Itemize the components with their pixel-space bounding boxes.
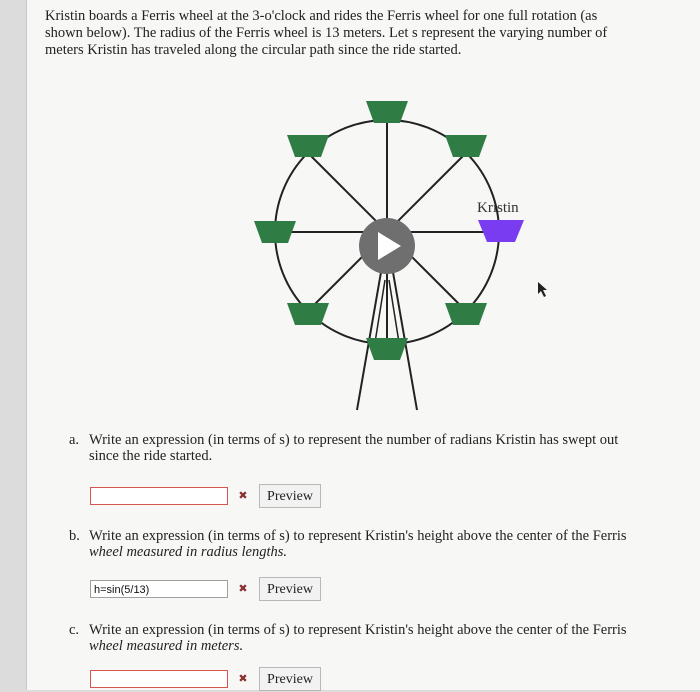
car-lower-right (445, 303, 487, 325)
question-c-line-2 (89, 638, 669, 654)
incorrect-icon: ✖ (238, 582, 248, 595)
support-leg-left (357, 255, 384, 410)
car-bottom (366, 338, 408, 360)
support-leg-right (390, 255, 417, 410)
question-b-line-2-text: wheel measured in radius lengths. (89, 544, 288, 560)
question-card (26, 0, 700, 690)
question-a-line-2: since the ride started. (89, 448, 213, 464)
intro-line-2: shown below). The radius of the Ferris wheel is 13 meters. Let s represent the varying number of (45, 25, 608, 41)
question-b-letter: b. (69, 528, 80, 544)
answer-b-input[interactable]: h=sin(5/13) (90, 580, 228, 598)
question-c (69, 622, 669, 654)
question-a-line-1: Write an expression (in terms of s) to represent the number of radians Kristin has swept out (89, 432, 619, 448)
question-c-letter: c. (69, 622, 80, 638)
preview-c-button[interactable]: Preview (259, 667, 321, 691)
answer-a-input[interactable] (90, 487, 228, 505)
question-b-line-2 (89, 544, 669, 560)
problem-statement (45, 8, 685, 59)
rider-label: Kristin (477, 200, 519, 216)
ferris-wheel-figure (227, 95, 547, 415)
car-lower-left (287, 303, 329, 325)
car-left (254, 221, 296, 243)
intro-line-1: Kristin boards a Ferris wheel at the 3-o'clock and rides the Ferris wheel for one full rotation (as (45, 8, 598, 24)
car-upper-left (287, 135, 329, 157)
intro-line-3: meters Kristin has traveled along the circular path since the ride started. (45, 42, 462, 58)
question-b-line-1: Write an expression (in terms of s) to represent Kristin's height above the center of the Ferris (89, 528, 627, 544)
car-top (366, 101, 408, 123)
question-c-line-1: Write an expression (in terms of s) to represent Kristin's height above the center of the Ferris (89, 622, 627, 638)
kristin-car (478, 220, 524, 242)
preview-a-button[interactable]: Preview (259, 484, 321, 508)
mouse-cursor-icon (538, 282, 547, 297)
question-c-line-2-text: wheel measured in meters. (89, 638, 244, 654)
incorrect-icon: ✖ (238, 672, 248, 685)
question-a-letter: a. (69, 432, 80, 448)
preview-b-button[interactable]: Preview (259, 577, 321, 601)
car-upper-right (445, 135, 487, 157)
incorrect-icon: ✖ (238, 489, 248, 502)
question-a (69, 432, 669, 464)
question-b (69, 528, 669, 560)
answer-c-input[interactable] (90, 670, 228, 688)
